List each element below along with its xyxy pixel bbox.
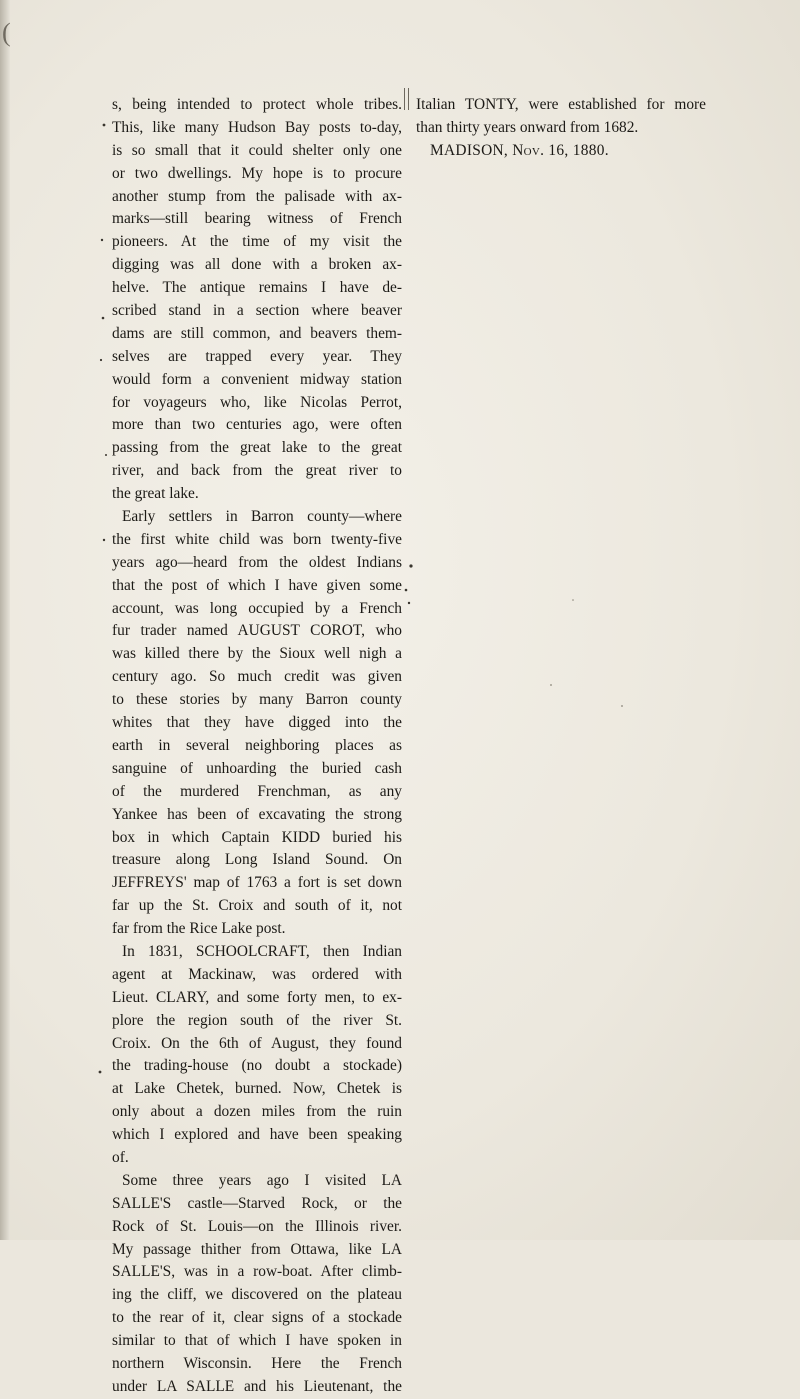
text-line: that the post of which I have given some (112, 576, 402, 594)
text-line: century ago. So much credit was given (112, 668, 402, 686)
text-line: the first white child was born twenty-five (112, 530, 402, 548)
text-line: Croix. On the 6th of August, they found (112, 1034, 402, 1052)
text-line: agent at Mackinaw, was ordered with (112, 965, 402, 983)
text-line: river, and back from the great river to (112, 462, 402, 480)
ink-speck (101, 239, 103, 241)
text-line: selves are trapped every year. They (112, 347, 402, 365)
text-line: dams are still common, and beavers them- (112, 324, 402, 342)
text-line: JEFFREYS' map of 1763 a fort is set down (112, 874, 402, 892)
text-line: of the murdered Frenchman, as any (112, 782, 402, 800)
text-line: Early settlers in Barron county—where (122, 508, 402, 526)
text-line: marks—still bearing witness of French (112, 210, 402, 228)
text-line: passing from the great lake to the great (112, 439, 402, 457)
text-line: pioneers. At the time of my visit the (112, 233, 402, 251)
text-line: more than two centuries ago, were often (112, 416, 402, 434)
text-line: the trading-house (no doubt a stockade) (112, 1057, 402, 1075)
text-line: than thirty years onward from 1682. (416, 118, 639, 136)
ink-speck (99, 1071, 102, 1074)
text-line: helve. The antique remains I have de- (112, 279, 402, 297)
text-line: Italian TONTY, were established for more (416, 96, 706, 113)
text-line: Some three years ago I visited LA (122, 1171, 402, 1189)
ink-speck (621, 705, 623, 707)
text-line: treasure along Long Island Sound. On (112, 851, 402, 869)
text-line: another stump from the palisade with ax- (112, 187, 402, 205)
text-line: digging was all done with a broken ax- (112, 256, 402, 274)
text-line: fur trader named AUGUST COROT, who (112, 622, 402, 640)
text-line: for voyageurs who, like Nicolas Perrot, (112, 393, 402, 411)
ink-speck (103, 539, 105, 541)
page-edge-shadow (0, 0, 10, 1240)
column-rule (404, 88, 405, 110)
text-line: to the rear of it, clear signs of a stockade (112, 1309, 402, 1327)
text-line: SALLE'S castle—Starved Rock, or the (112, 1194, 402, 1212)
binding-bracket-mark: ( (2, 18, 11, 47)
text-line: similar to that of which I have spoken in (112, 1332, 402, 1350)
text-line: northern Wisconsin. Here the French (112, 1354, 402, 1372)
text-line: Rock of St. Louis—on the Illinois river. (112, 1217, 402, 1235)
text-line: is so small that it could shelter only one (112, 141, 402, 159)
article-dateline: MADISON, Nov. 16, 1880. (430, 141, 609, 159)
text-line: ing the cliff, we discovered on the plateau (112, 1286, 402, 1304)
text-line: earth in several neighboring places as (112, 736, 402, 754)
text-line: only about a dozen miles from the ruin (112, 1103, 402, 1121)
article-right-column (416, 94, 706, 163)
text-line: the great lake. (112, 485, 199, 503)
ink-speck (405, 589, 408, 592)
ink-speck (103, 124, 106, 127)
ink-speck (102, 317, 105, 320)
text-line: years ago—heard from the oldest Indians (112, 553, 402, 571)
text-line: box in which Captain KIDD buried his (112, 828, 402, 846)
text-line: would form a convenient midway station (112, 370, 402, 388)
text-line: to these stories by many Barron county (112, 691, 402, 709)
text-line: which I explored and have been speaking (112, 1126, 402, 1144)
text-line: Lieut. CLARY, and some forty men, to ex- (112, 988, 402, 1006)
text-line: scribed stand in a section where beaver (112, 302, 402, 320)
text-line: was killed there by the Sioux well nigh a (112, 645, 402, 663)
ink-speck (100, 359, 102, 361)
text-line: plore the region south of the river St. (112, 1011, 402, 1029)
ink-speck (105, 454, 107, 456)
text-line: s, being intended to protect whole tribes. (112, 96, 402, 113)
text-line: This, like many Hudson Bay posts to-day, (112, 118, 402, 136)
column-rule (408, 88, 409, 110)
text-line: In 1831, SCHOOLCRAFT, then Indian (122, 942, 402, 960)
ink-speck (409, 564, 412, 567)
article-left-column (112, 94, 402, 1399)
text-line: far up the St. Croix and south of it, not (112, 897, 402, 915)
ink-speck (550, 684, 552, 686)
text-line: under LA SALLE and his Lieutenant, the (112, 1377, 402, 1395)
text-line: of. (112, 1148, 129, 1166)
text-line: sanguine of unhoarding the buried cash (112, 759, 402, 777)
ink-speck (408, 602, 410, 604)
text-line: account, was long occupied by a French (112, 599, 402, 617)
text-line: whites that they have digged into the (112, 714, 402, 732)
text-line: or two dwellings. My hope is to procure (112, 164, 402, 182)
text-line: My passage thither from Ottawa, like LA (112, 1240, 402, 1258)
text-line: Yankee has been of excavating the strong (112, 805, 402, 823)
text-line: SALLE'S, was in a row-boat. After climb- (112, 1263, 402, 1281)
ink-speck (572, 599, 574, 601)
text-line: far from the Rice Lake post. (112, 920, 286, 938)
text-line: at Lake Chetek, burned. Now, Chetek is (112, 1080, 402, 1098)
